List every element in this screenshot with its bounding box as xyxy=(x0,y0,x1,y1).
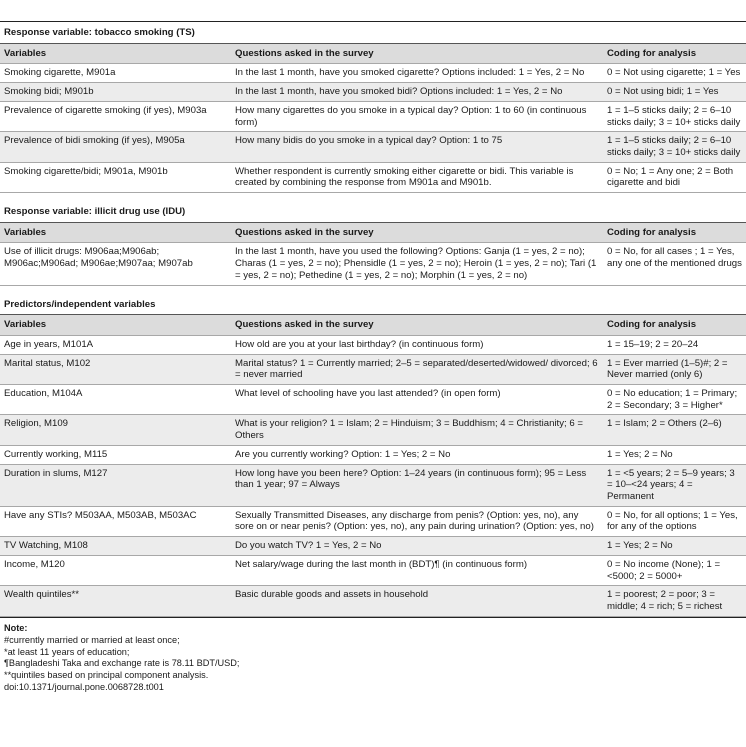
table-row xyxy=(0,464,746,506)
question-cell: What is your religion? 1 = Islam; 2 = Hinduism; 3 = Buddhism; 4 = Christianity; 6 = Others xyxy=(231,415,603,445)
note-line: *at least 11 years of education; xyxy=(4,646,130,657)
column-header: Questions asked in the survey xyxy=(231,315,603,336)
variable-cell: Education, M104A xyxy=(0,385,231,415)
section-title-row xyxy=(0,22,746,43)
notes-title: Note: xyxy=(4,622,28,633)
column-header-row xyxy=(0,43,746,64)
question-cell: Net salary/wage during the last month in (BDT)¶ (in continuous form) xyxy=(231,555,603,585)
table-row xyxy=(0,537,746,556)
doi-line: doi:10.1371/journal.pone.0068728.t001 xyxy=(4,682,164,693)
question-cell: Are you currently working? Option: 1 = Yes; 2 = No xyxy=(231,445,603,464)
question-cell: Whether respondent is currently smoking either cigarette or bidi. This variable is created by combining the response from M901a and M901b. xyxy=(231,162,603,192)
question-cell: How long have you been here? Option: 1–24 years (in continuous form); 95 = Less than 1 year; 97 = Always xyxy=(231,464,603,506)
table-row xyxy=(0,445,746,464)
question-cell: Sexually Transmitted Diseases, any discharge from penis? (Option: yes, no), any sore on or near penis? (Option: yes, no), any pain during urination? (Option: yes, no) xyxy=(231,506,603,536)
coding-cell: 1 = poorest; 2 = poor; 3 = middle; 4 = rich; 5 = richest xyxy=(603,586,746,616)
variable-cell: Currently working, M115 xyxy=(0,445,231,464)
variable-cell: Prevalence of bidi smoking (if yes), M905a xyxy=(0,132,231,162)
coding-cell: 1 = Ever married (1–5)#; 2 = Never married (only 6) xyxy=(603,354,746,384)
column-header: Coding for analysis xyxy=(603,43,746,64)
column-header: Variables xyxy=(0,43,231,64)
coding-cell: 0 = No; 1 = Any one; 2 = Both cigarette and bidi xyxy=(603,162,746,192)
note-line: **quintiles based on principal component analysis. xyxy=(4,670,209,681)
coding-cell: 0 = Not using cigarette; 1 = Yes xyxy=(603,64,746,83)
table-row xyxy=(0,335,746,354)
section-title-row xyxy=(0,201,746,222)
coding-cell: 1 = 1–5 sticks daily; 2 = 6–10 sticks daily; 3 = 10+ sticks daily xyxy=(603,101,746,131)
coding-cell: 0 = No, for all cases ; 1 = Yes, any one of the mentioned drugs xyxy=(603,243,746,285)
table-row xyxy=(0,101,746,131)
table-row xyxy=(0,555,746,585)
column-header: Coding for analysis xyxy=(603,222,746,243)
coding-cell: 0 = No, for all options; 1 = Yes, for any of the options xyxy=(603,506,746,536)
table-row xyxy=(0,415,746,445)
column-header: Coding for analysis xyxy=(603,315,746,336)
question-cell: In the last 1 month, have you used the following? Options: Ganja (1 = yes, 2 = no); Charas (1 = yes, 2 = no); Phensidle (1 = yes, 2 = no); Heroin (1 = yes, 2 = no); Tari (1 = yes, 2 = no); Pethedine (1 = yes, 2 = no); Morphin (1 = yes, 2 = no) xyxy=(231,243,603,285)
table-row xyxy=(0,586,746,616)
column-header: Variables xyxy=(0,315,231,336)
table-row xyxy=(0,506,746,536)
coding-cell: 1 = 15–19; 2 = 20–24 xyxy=(603,335,746,354)
question-cell: In the last 1 month, have you smoked cigarette? Options included: 1 = Yes, 2 = No xyxy=(231,64,603,83)
column-header: Variables xyxy=(0,222,231,243)
question-cell: How old are you at your last birthday? (in continuous form) xyxy=(231,335,603,354)
coding-cell: 1 = Islam; 2 = Others (2–6) xyxy=(603,415,746,445)
variable-cell: Duration in slums, M127 xyxy=(0,464,231,506)
variables-table xyxy=(0,22,746,617)
section-gap xyxy=(0,285,746,294)
coding-cell: 1 = <5 years; 2 = 5–9 years; 3 = 10–<24 years; 4 = Permanent xyxy=(603,464,746,506)
variable-cell: Prevalence of cigarette smoking (if yes), M903a xyxy=(0,101,231,131)
question-cell: Basic durable goods and assets in household xyxy=(231,586,603,616)
table-row xyxy=(0,243,746,285)
variable-cell: Smoking cigarette/bidi; M901a, M901b xyxy=(0,162,231,192)
table-row xyxy=(0,385,746,415)
question-cell: Do you watch TV? 1 = Yes, 2 = No xyxy=(231,537,603,556)
variable-cell: Income, M120 xyxy=(0,555,231,585)
section-gap xyxy=(0,193,746,202)
section-title: Response variable: illicit drug use (IDU) xyxy=(0,201,746,222)
column-header-row xyxy=(0,315,746,336)
question-cell: How many bidis do you smoke in a typical day? Option: 1 to 75 xyxy=(231,132,603,162)
table-row xyxy=(0,132,746,162)
column-header: Questions asked in the survey xyxy=(231,43,603,64)
table-row xyxy=(0,64,746,83)
variable-cell: Wealth quintiles** xyxy=(0,586,231,616)
variable-cell: Religion, M109 xyxy=(0,415,231,445)
question-cell: In the last 1 month, have you smoked bidi? Options included: 1 = Yes, 2 = No xyxy=(231,83,603,102)
coding-cell: 1 = Yes; 2 = No xyxy=(603,537,746,556)
question-cell: How many cigarettes do you smoke in a typical day? Option: 1 to 60 (in continuous form) xyxy=(231,101,603,131)
variable-cell: Smoking cigarette, M901a xyxy=(0,64,231,83)
coding-cell: 1 = 1–5 sticks daily; 2 = 6–10 sticks daily; 3 = 10+ sticks daily xyxy=(603,132,746,162)
section-title: Response variable: tobacco smoking (TS) xyxy=(0,22,746,43)
table-row xyxy=(0,83,746,102)
coding-cell: 0 = No education; 1 = Primary; 2 = Secondary; 3 = Higher* xyxy=(603,385,746,415)
question-cell: Marital status? 1 = Currently married; 2–5 = separated/deserted/widowed/ divorced; 6 = never married xyxy=(231,354,603,384)
table-top-rule xyxy=(0,0,746,22)
table-notes xyxy=(0,617,746,695)
variable-cell: Smoking bidi; M901b xyxy=(0,83,231,102)
variable-cell: Have any STIs? M503AA, M503AB, M503AC xyxy=(0,506,231,536)
table-row xyxy=(0,354,746,384)
note-line: ¶Bangladeshi Taka and exchange rate is 78.11 BDT/USD; xyxy=(4,658,240,669)
section-title-row xyxy=(0,294,746,315)
column-header-row xyxy=(0,222,746,243)
column-header: Questions asked in the survey xyxy=(231,222,603,243)
coding-cell: 0 = No income (None); 1 = <5000; 2 = 5000+ xyxy=(603,555,746,585)
question-cell: What level of schooling have you last attended? (in open form) xyxy=(231,385,603,415)
variable-cell: Marital status, M102 xyxy=(0,354,231,384)
coding-cell: 1 = Yes; 2 = No xyxy=(603,445,746,464)
variable-cell: Use of illicit drugs: M906aa;M906ab; M906ac;M906ad; M906ae;M907aa; M907ab xyxy=(0,243,231,285)
variable-cell: Age in years, M101A xyxy=(0,335,231,354)
table-body xyxy=(0,22,746,616)
section-title: Predictors/independent variables xyxy=(0,294,746,315)
table-row xyxy=(0,162,746,192)
note-line: #currently married or married at least once; xyxy=(4,634,180,645)
variable-cell: TV Watching, M108 xyxy=(0,537,231,556)
coding-cell: 0 = Not using bidi; 1 = Yes xyxy=(603,83,746,102)
